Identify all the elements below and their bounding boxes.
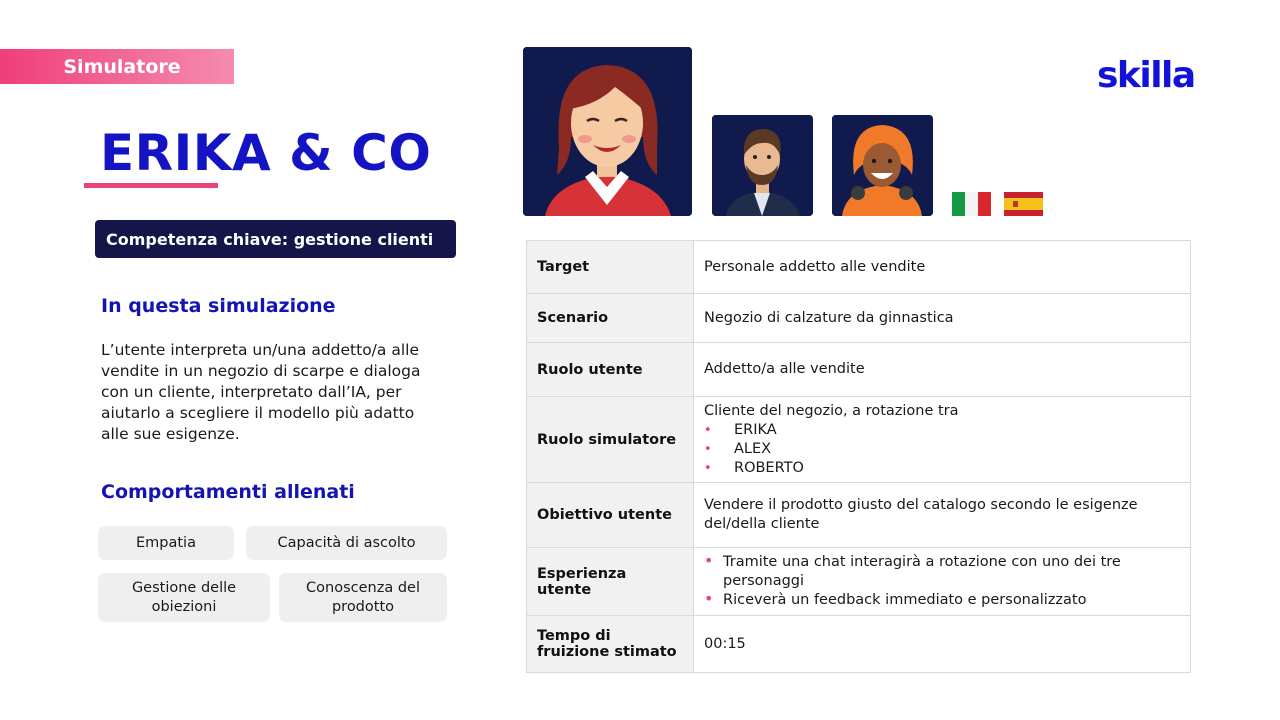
behavior-pill: Gestione delle obiezioni [98,573,270,622]
experience-list [704,553,1180,610]
list-item: • Riceverà un feedback immediato e personalizzato [704,591,1180,610]
row-value: 00:15 [694,616,1191,673]
simulation-info-table [526,240,1191,673]
key-competence-banner: Competenza chiave: gestione clienti [95,220,456,258]
row-value [694,397,1191,483]
list-item: • ALEX [704,440,1180,459]
row-value [694,548,1191,616]
list-item: • ROBERTO [704,459,1180,478]
table-row [527,241,1191,294]
row-label: Target [527,241,694,294]
table-row [527,548,1191,616]
row-label: Ruolo utente [527,343,694,397]
title-underline [84,183,218,188]
spain-flag-icon [1004,192,1043,216]
intro-heading: In questa simulazione [101,295,336,317]
row-label: Obiettivo utente [527,483,694,548]
bearded-man-avatar-icon [712,115,813,216]
behavior-pill: Conoscenza del prodotto [279,573,447,622]
character-list [704,421,1180,478]
row-value: Addetto/a alle vendite [694,343,1191,397]
intro-text: L’utente interpreta un/una addetto/a alle vendite in un negozio di scarpe e dialoga con un cliente, interpretato dall’IA, per aiutarlo a scegliere il modello più adatto alle sue esigenze. [101,341,421,443]
table-row [527,616,1191,673]
row-value: Negozio di calzature da ginnastica [694,294,1191,343]
skilla-logo: skilla [1097,55,1195,96]
behaviors-heading: Comportamenti allenati [101,481,355,503]
row-value-text: Cliente del negozio, a rotazione tra [704,402,959,419]
behavior-pill: Capacità di ascolto [246,526,447,560]
hooded-man-avatar-icon [832,115,933,216]
page-title: ERIKA & CO [100,124,432,182]
table-row [527,294,1191,343]
table-row [527,397,1191,483]
row-label: Scenario [527,294,694,343]
row-label: Tempo di fruizione stimato [527,616,694,673]
list-item: • Tramite una chat interagirà a rotazione con uno dei tre personaggi [704,553,1180,591]
row-value: Vendere il prodotto giusto del catalogo secondo le esigenze del/della cliente [694,483,1191,548]
table-row [527,343,1191,397]
table-row [527,483,1191,548]
behavior-pill: Empatia [98,526,234,560]
woman-avatar-icon [523,47,692,216]
simulator-tag: Simulatore [0,49,234,84]
row-label: Esperienza utente [527,548,694,616]
row-label: Ruolo simulatore [527,397,694,483]
row-value: Personale addetto alle vendite [694,241,1191,294]
list-item: • ERIKA [704,421,1180,440]
italy-flag-icon [952,192,991,216]
